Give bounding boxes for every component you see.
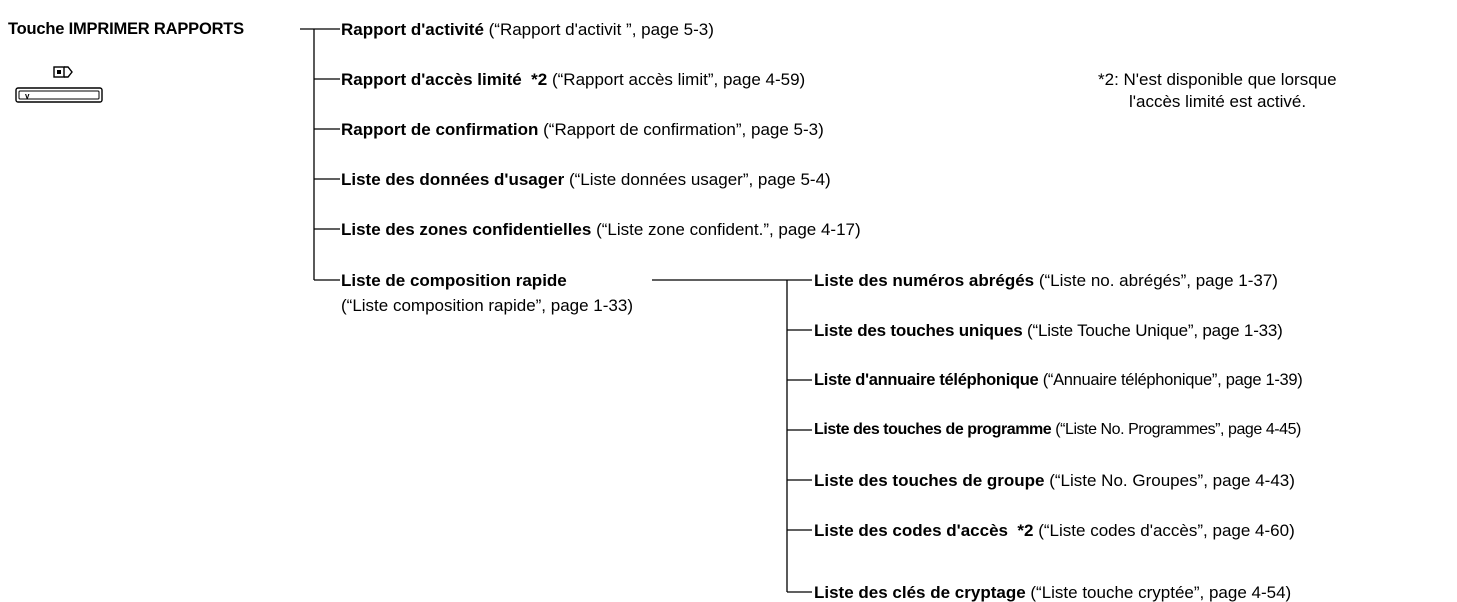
list-ref: (“Liste codes d'accès”, page 4-60) — [1033, 521, 1295, 540]
report-ref: (“Rapport accès limit”, page 4-59) — [547, 70, 806, 89]
footnote-line-1: *2: N'est disponible que lorsque — [1098, 70, 1337, 89]
report-ref: (“Rapport d'activit ”, page 5-3) — [483, 20, 714, 39]
list-ref: (“Liste No. Programmes”, page 4-45) — [1051, 421, 1301, 438]
print-report-key-icon — [14, 64, 110, 104]
list-item-encryption-keys — [814, 584, 1291, 601]
footnote-line-2: l'accès limité est activé. — [1129, 92, 1307, 111]
report-item-activity — [341, 21, 714, 38]
list-ref: (“Liste touche cryptée”, page 4-54) — [1025, 583, 1292, 602]
report-ref: (“Liste données usager”, page 5-4) — [564, 170, 831, 189]
list-name: Liste des clés de cryptage — [814, 583, 1026, 602]
footnote-marker: *2 — [521, 70, 548, 89]
report-item-confirmation — [341, 121, 824, 138]
report-item-speed-dial: Liste de composition rapide — [341, 271, 567, 290]
key-letter: v — [25, 91, 30, 101]
report-item-speed-dial-ref: (“Liste composition rapide”, page 1-33) — [341, 296, 633, 315]
list-ref: (“Liste No. Groupes”, page 4-43) — [1044, 471, 1295, 490]
list-name: Liste des touches uniques — [814, 321, 1023, 340]
root-label: Touche IMPRIMER RAPPORTS — [8, 20, 244, 38]
list-item-group-keys — [814, 472, 1295, 489]
list-ref: (“Liste Touche Unique”, page 1-33) — [1022, 321, 1283, 340]
list-item-one-touch — [814, 322, 1283, 339]
report-name: Liste des zones confidentielles — [341, 220, 592, 239]
list-name: Liste des touches de programme — [814, 421, 1052, 438]
report-item-limited-access — [341, 71, 805, 88]
list-name: Liste des codes d'accès — [814, 521, 1008, 540]
list-item-access-codes — [814, 522, 1295, 539]
report-name: Rapport d'accès limité — [341, 70, 522, 89]
report-item-confidential-zones — [341, 221, 861, 238]
report-name: Rapport d'activité — [341, 20, 484, 39]
list-ref: (“Annuaire téléphonique”, page 1-39) — [1038, 371, 1303, 389]
report-name: Liste des données d'usager — [341, 170, 565, 189]
list-item-abbreviated-numbers — [814, 272, 1278, 289]
report-name: Rapport de confirmation — [341, 120, 539, 139]
list-name: Liste d'annuaire téléphonique — [814, 371, 1039, 389]
footnote-marker: *2 — [1007, 521, 1034, 540]
report-ref: (“Liste zone confident.”, page 4-17) — [591, 220, 861, 239]
report-ref: (“Rapport de confirmation”, page 5-3) — [538, 120, 824, 139]
list-name: Liste des numéros abrégés — [814, 271, 1035, 290]
list-ref: (“Liste no. abrégés”, page 1-37) — [1034, 271, 1278, 290]
report-item-user-data — [341, 171, 831, 188]
list-item-program-keys — [814, 422, 1301, 438]
list-item-phonebook — [814, 372, 1303, 389]
list-name: Liste des touches de groupe — [814, 471, 1045, 490]
